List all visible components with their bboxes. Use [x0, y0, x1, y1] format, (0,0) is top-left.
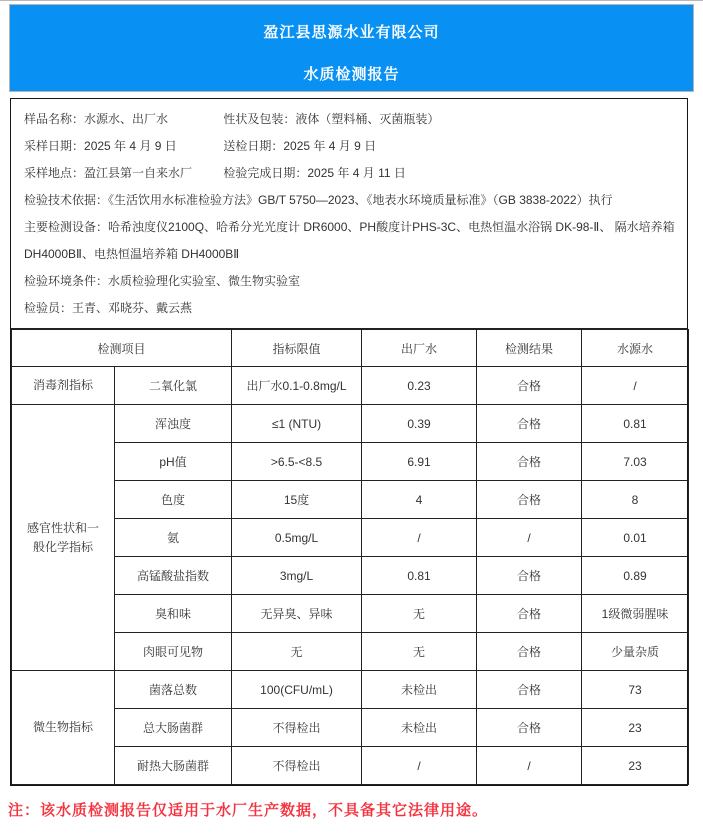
item-factory-value: 无	[362, 633, 477, 671]
item-name: 氨	[115, 519, 232, 557]
item-factory-value: 未检出	[362, 709, 477, 747]
packaging-value: 液体（塑料桶、灭菌瓶装）	[295, 112, 440, 126]
sampling-date-field	[24, 133, 220, 160]
item-source-value: 8	[582, 481, 689, 519]
header-source-water: 水源水	[582, 330, 689, 367]
item-source-value: /	[582, 367, 689, 405]
item-result: 合格	[477, 595, 582, 633]
sampling-location-label: 采样地点：	[24, 166, 85, 180]
group-disinfectant: 消毒剂指标	[12, 367, 115, 405]
item-name: 高锰酸盐指数	[115, 557, 232, 595]
item-name: 色度	[115, 481, 232, 519]
item-limit: 不得检出	[232, 747, 362, 785]
inspectors-label: 检验员：	[24, 301, 73, 315]
item-limit: ≤1 (NTU)	[232, 405, 362, 443]
environment-value: 水质检验理化实验室、微生物实验室	[108, 274, 301, 288]
item-limit: 100(CFU/mL)	[232, 671, 362, 709]
item-factory-value: 0.23	[362, 367, 477, 405]
item-name: pH值	[115, 443, 232, 481]
table-header-row	[12, 330, 689, 367]
completion-date-field	[223, 166, 406, 180]
item-source-value: 23	[582, 747, 689, 785]
item-factory-value: /	[362, 747, 477, 785]
technical-basis-label: 检验技术依据：	[24, 193, 109, 207]
sample-name-value: 水源水、出厂水	[84, 112, 169, 126]
header-result: 检测结果	[477, 330, 582, 367]
item-result: 合格	[477, 443, 582, 481]
completion-date-label: 检验完成日期：	[223, 166, 308, 180]
company-name: 盈江县思源水业有限公司	[263, 24, 440, 41]
item-factory-value: 未检出	[362, 671, 477, 709]
item-limit: 0.5mg/L	[232, 519, 362, 557]
item-name: 菌落总数	[115, 671, 232, 709]
item-limit: 无	[232, 633, 362, 671]
packaging-label: 性状及包装：	[223, 112, 296, 126]
item-name: 肉眼可见物	[115, 633, 232, 671]
technical-basis-field	[24, 187, 687, 214]
sampling-location-value: 盈江县第一自来水厂	[84, 166, 193, 180]
equipment-label: 主要检测设备：	[24, 220, 109, 234]
item-source-value: 7.03	[582, 443, 689, 481]
sampling-location-field	[24, 160, 220, 187]
item-limit: 3mg/L	[232, 557, 362, 595]
equipment-field	[24, 214, 687, 268]
sample-name-field	[24, 106, 220, 133]
item-name: 浑浊度	[115, 405, 232, 443]
item-name: 总大肠菌群	[115, 709, 232, 747]
header-project: 检测项目	[12, 330, 232, 367]
item-limit: >6.5-<8.5	[232, 443, 362, 481]
item-result: 合格	[477, 557, 582, 595]
environment-field	[24, 268, 687, 295]
item-factory-value: 0.81	[362, 557, 477, 595]
item-name: 耐热大肠菌群	[115, 747, 232, 785]
item-name: 二氧化氯	[115, 367, 232, 405]
sample-info-section	[11, 99, 687, 329]
completion-date-value: 2025 年 4 月 11 日	[307, 166, 406, 180]
table-row	[12, 367, 689, 405]
item-result: 合格	[477, 367, 582, 405]
item-factory-value: 4	[362, 481, 477, 519]
submission-date-value: 2025 年 4 月 9 日	[283, 139, 377, 153]
item-name: 臭和味	[115, 595, 232, 633]
item-source-value: 0.89	[582, 557, 689, 595]
info-row-sampling-location	[24, 160, 687, 187]
equipment-value: 哈希浊度仪2100Q、哈希分光光度计 DR6000、PH酸度计PHS-3C、电热恒温水浴锅 DK-98-Ⅱ、 隔水培养箱DH4000BⅡ、电热恒温培养箱 DH4000BⅡ	[24, 220, 675, 261]
item-factory-value: /	[362, 519, 477, 557]
item-factory-value: 6.91	[362, 443, 477, 481]
packaging-field	[223, 112, 439, 126]
table-row	[12, 671, 689, 709]
item-result: 合格	[477, 671, 582, 709]
item-factory-value: 无	[362, 595, 477, 633]
item-factory-value: 0.39	[362, 405, 477, 443]
item-source-value: 73	[582, 671, 689, 709]
item-limit: 不得检出	[232, 709, 362, 747]
info-row-sample-name	[24, 106, 687, 133]
item-result: /	[477, 747, 582, 785]
environment-label: 检验环境条件：	[24, 274, 109, 288]
sampling-date-value: 2025 年 4 月 9 日	[84, 139, 177, 153]
item-result: /	[477, 519, 582, 557]
group-sensory-chemical: 感官性状和一般化学指标	[12, 405, 115, 671]
item-result: 合格	[477, 633, 582, 671]
inspectors-field	[24, 295, 687, 322]
report-title: 水质检测报告	[303, 66, 400, 83]
item-result: 合格	[477, 405, 582, 443]
item-source-value: 0.81	[582, 405, 689, 443]
item-source-value: 少量杂质	[582, 633, 689, 671]
sample-name-label: 样品名称：	[24, 112, 85, 126]
header-limit: 指标限值	[232, 330, 362, 367]
table-row	[12, 405, 689, 443]
item-source-value: 1级微弱腥味	[582, 595, 689, 633]
header-factory-water: 出厂水	[362, 330, 477, 367]
results-table	[11, 329, 689, 785]
item-result: 合格	[477, 709, 582, 747]
item-source-value: 23	[582, 709, 689, 747]
technical-basis-value: 《生活饮用水标准检验方法》GB/T 5750—2023、《地表水环境质量标准》（GB 3838-2022）执行	[108, 193, 613, 207]
item-limit: 无异臭、异味	[232, 595, 362, 633]
inspectors-value: 王青、邓晓芬、戴云燕	[72, 301, 193, 315]
item-source-value: 0.01	[582, 519, 689, 557]
sampling-date-label: 采样日期：	[24, 139, 85, 153]
footer-note: 注：该水质检测报告仅适用于水厂生产数据，不具备其它法律用途。	[8, 802, 489, 819]
item-result: 合格	[477, 481, 582, 519]
info-row-sampling-date	[24, 133, 687, 160]
report-sheet	[10, 98, 688, 786]
item-limit: 出厂水0.1-0.8mg/L	[232, 367, 362, 405]
item-limit: 15度	[232, 481, 362, 519]
submission-date-field	[223, 139, 376, 153]
submission-date-label: 送检日期：	[223, 139, 284, 153]
group-microbiological: 微生物指标	[12, 671, 115, 785]
report-banner	[9, 4, 694, 92]
